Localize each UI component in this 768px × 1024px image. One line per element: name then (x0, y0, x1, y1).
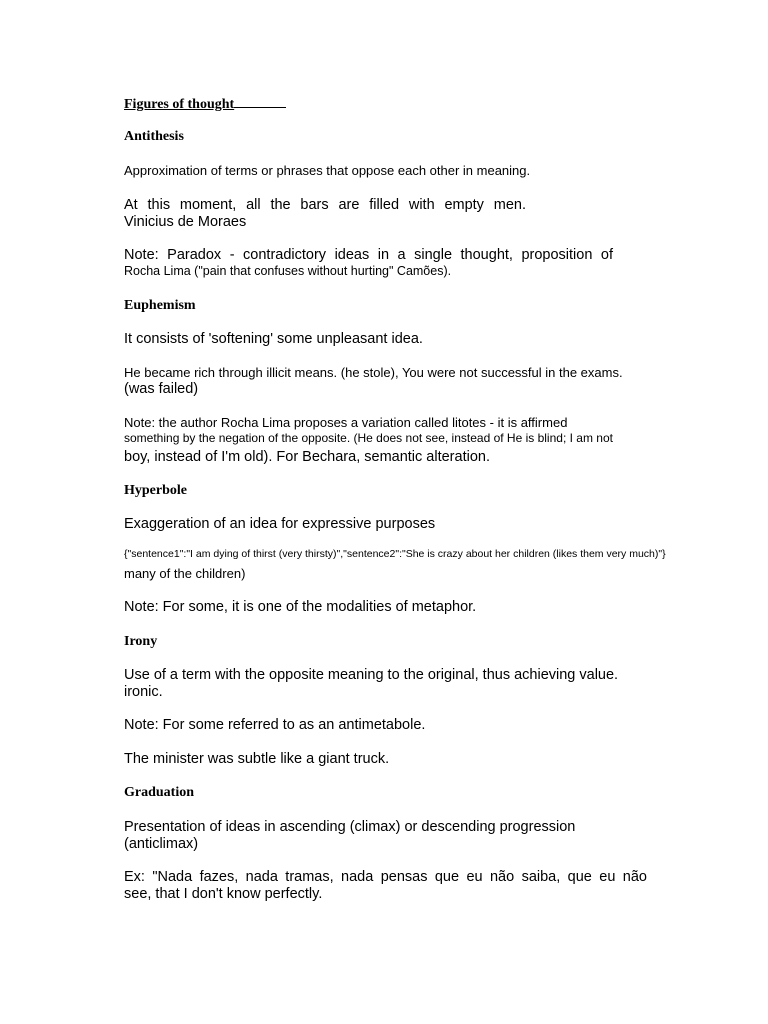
euphemism-example-line2: (was failed) (124, 381, 199, 397)
graduation-example-line1: Ex: "Nada fazes, nada tramas, nada pensas que eu não saiba, que eu não (124, 869, 647, 885)
graduation-example-line2: see, that I don't know perfectly. (124, 886, 323, 902)
heading-hyperbole: Hyperbole (124, 483, 187, 498)
hyperbole-definition: Exaggeration of an idea for expressive purposes (124, 516, 436, 532)
hyperbole-example-line1: {"sentence1":"I am dying of thirst (very thirsty)","sentence2":"She is crazy about her children (likes them very much)"} (124, 548, 666, 560)
euphemism-note-line1: Note: the author Rocha Lima proposes a variation called litotes - it is affirmed (124, 415, 568, 430)
hyperbole-note: Note: For some, it is one of the modalities of metaphor. (124, 599, 477, 615)
heading-antithesis: Antithesis (124, 129, 184, 144)
irony-example: The minister was subtle like a giant truck. (124, 751, 390, 767)
euphemism-note-line2: something by the negation of the opposite. (He does not see, instead of He is blind; I am not (124, 431, 613, 445)
title-underline-fill (234, 96, 286, 108)
irony-definition-line1: Use of a term with the opposite meaning to the original, thus achieving value. (124, 667, 619, 683)
heading-graduation: Graduation (124, 785, 195, 800)
page-title (124, 96, 286, 113)
heading-euphemism: Euphemism (124, 298, 196, 313)
page-title-text: Figures of thought (124, 97, 235, 112)
antithesis-example-line1: At this moment, all the bars are filled with empty men. (124, 197, 526, 213)
antithesis-definition: Approximation of terms or phrases that oppose each other in meaning. (124, 163, 531, 178)
irony-note: Note: For some referred to as an antimetabole. (124, 717, 426, 733)
euphemism-example-line1: He became rich through illicit means. (he stole), You were not successful in the exams. (124, 365, 623, 380)
graduation-definition-line2: (anticlimax) (124, 836, 199, 852)
heading-irony: Irony (124, 634, 158, 649)
irony-definition-line2: ironic. (124, 684, 163, 700)
euphemism-definition: It consists of 'softening' some unpleasant idea. (124, 331, 423, 347)
graduation-definition-line1: Presentation of ideas in ascending (climax) or descending progression (124, 819, 576, 835)
euphemism-note-line3: boy, instead of I'm old). For Bechara, semantic alteration. (124, 449, 490, 465)
antithesis-note-line1: Note: Paradox - contradictory ideas in a single thought, proposition of (124, 247, 613, 263)
antithesis-example-author: Vinicius de Moraes (124, 214, 247, 230)
hyperbole-example-line2: many of the children) (124, 566, 246, 581)
antithesis-note-line2: Rocha Lima ("pain that confuses without hurting" Camões). (124, 264, 452, 278)
